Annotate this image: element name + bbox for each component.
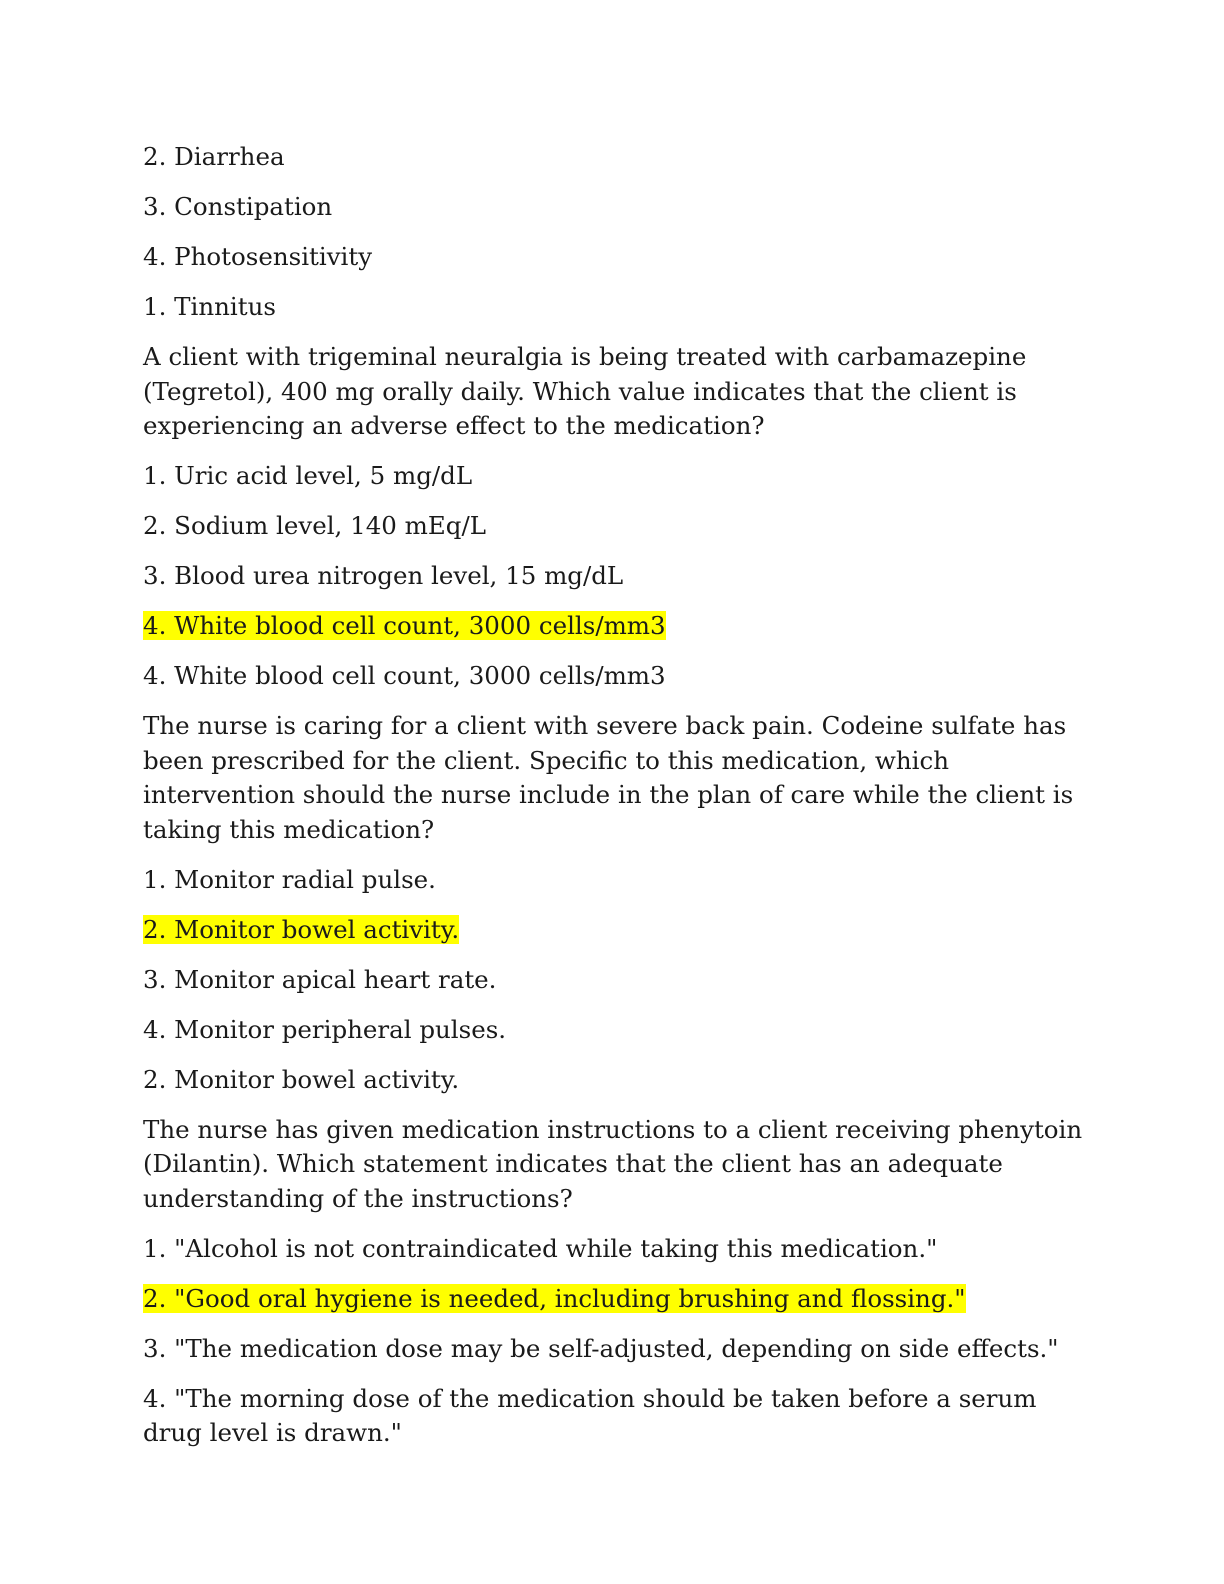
highlighted-answer-option	[143, 609, 1088, 644]
answer-option: 1. "Alcohol is not contraindicated while taking this medication."	[143, 1233, 938, 1263]
answer-option: 4. "The morning dose of the medication should be taken before a serum drug level is drawn."	[143, 1383, 1037, 1447]
highlighted-answer-option	[143, 1282, 1088, 1317]
question-text: A client with trigeminal neuralgia is being treated with carbamazepine (Tegretol), 400 mg orally daily. Which value indicates that the client is experiencing an adverse effect to the medication?	[143, 342, 1027, 440]
document-body	[143, 140, 1088, 1466]
highlight: 2. "Good oral hygiene is needed, including brushing and flossing."	[143, 1283, 966, 1313]
correct-answer: 2. Monitor bowel activity.	[143, 1064, 460, 1094]
highlight: 2. Monitor bowel activity.	[143, 914, 460, 944]
answer-option: 3. Blood urea nitrogen level, 15 mg/dL	[143, 561, 624, 590]
answer-option: 4. Monitor peripheral pulses.	[143, 1014, 507, 1044]
answer-option: 1. Uric acid level, 5 mg/dL	[143, 461, 473, 490]
answer-option: 2. Sodium level, 140 mEq/L	[143, 511, 486, 540]
question-text: The nurse is caring for a client with severe back pain. Codeine sulfate has been prescribed for the client. Specific to this medication, which intervention should the nurse include in the plan of care while the client is taking this medication?	[143, 711, 1074, 844]
question-text: The nurse has given medication instructions to a client receiving phenytoin (Dilantin). Which statement indicates that the client has an adequate understanding of the instructions?	[143, 1114, 1083, 1213]
answer-option: 3. "The medication dose may be self-adjusted, depending on side effects."	[143, 1333, 1059, 1363]
answer-option: 3. Constipation	[143, 192, 333, 221]
highlighted-answer-option	[143, 913, 1088, 948]
correct-answer: 1. Tinnitus	[143, 292, 276, 321]
highlight: 4. White blood cell count, 3000 cells/mm3	[143, 611, 666, 640]
answer-option: 1. Monitor radial pulse.	[143, 864, 436, 894]
correct-answer: 4. White blood cell count, 3000 cells/mm3	[143, 661, 666, 690]
answer-option: 2. Diarrhea	[143, 142, 285, 171]
answer-option: 3. Monitor apical heart rate.	[143, 964, 497, 994]
answer-option: 4. Photosensitivity	[143, 242, 373, 271]
